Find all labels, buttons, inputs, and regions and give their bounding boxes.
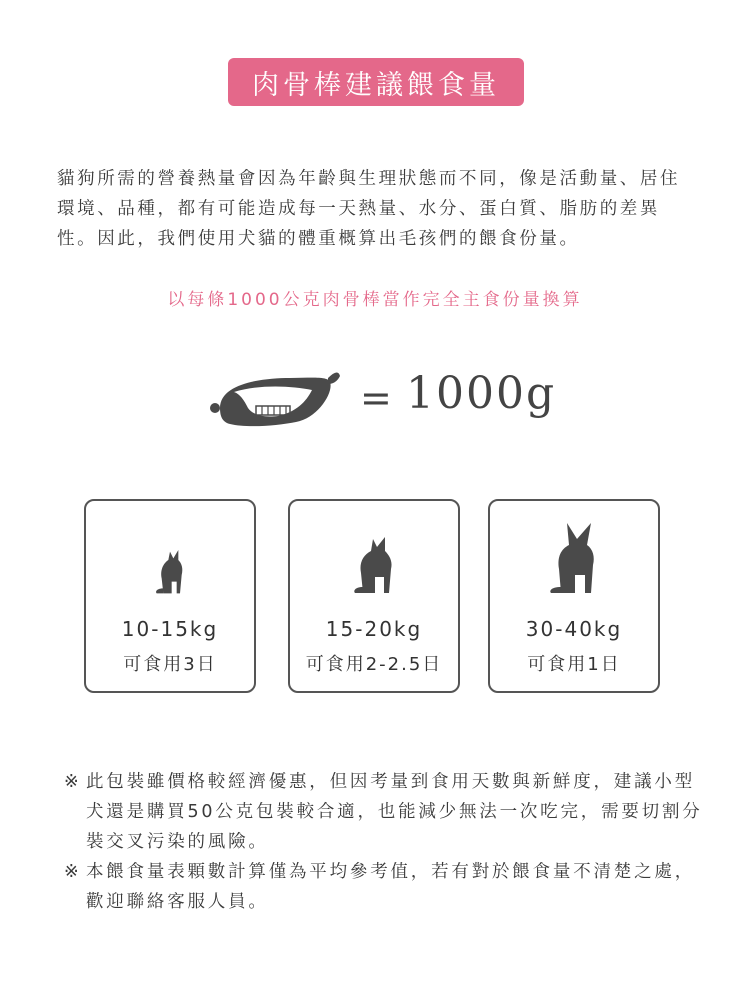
meat-bar-icon — [200, 362, 348, 442]
page-title: 肉骨棒建議餵食量 — [252, 69, 500, 101]
conversion-subtitle: 以每條1000公克肉骨棒當作完全主食份量換算 — [167, 290, 583, 310]
feeding-card-medium — [288, 499, 460, 693]
small-dog-icon — [86, 545, 254, 595]
large-dog-icon — [490, 519, 658, 595]
title-badge — [228, 58, 524, 106]
card-weight: 10-15kg — [121, 617, 219, 641]
feeding-card-small — [84, 499, 256, 693]
note-mark: ※ — [64, 772, 82, 792]
feeding-card-large — [488, 499, 660, 693]
card-days: 可食用3日 — [123, 654, 217, 675]
note-text: 此包裝雖價格較經濟優惠，但因考量到食用天數與新鮮度，建議小型犬還是購買50公克包裝較合適，也能減少無法一次吃完，需要切割分裝交叉污染的風險。 — [86, 772, 703, 852]
equals-sign: = — [360, 376, 392, 420]
card-weight: 15-20kg — [325, 617, 423, 641]
medium-dog-icon — [290, 529, 458, 595]
card-days: 可食用1日 — [527, 654, 621, 675]
card-days: 可食用2-2.5日 — [305, 654, 443, 675]
card-weight: 30-40kg — [525, 617, 623, 641]
note-text: 本餵食量表顆數計算僅為平均參考值，若有對於餵食量不清楚之處，歡迎聯絡客服人員。 — [86, 862, 695, 912]
note-item — [64, 857, 704, 917]
bar-weight-amount: 1000g — [406, 368, 557, 419]
note-mark: ※ — [64, 862, 82, 882]
note-item — [64, 767, 704, 857]
notes-section — [64, 767, 704, 917]
intro-paragraph: 貓狗所需的營養熱量會因為年齡與生理狀態而不同，像是活動量、居住環境、品種，都有可能造成每一天熱量、水分、蛋白質、脂肪的差異性。因此，我們使用犬貓的體重概算出毛孩們的餵食份量。 — [57, 169, 681, 249]
